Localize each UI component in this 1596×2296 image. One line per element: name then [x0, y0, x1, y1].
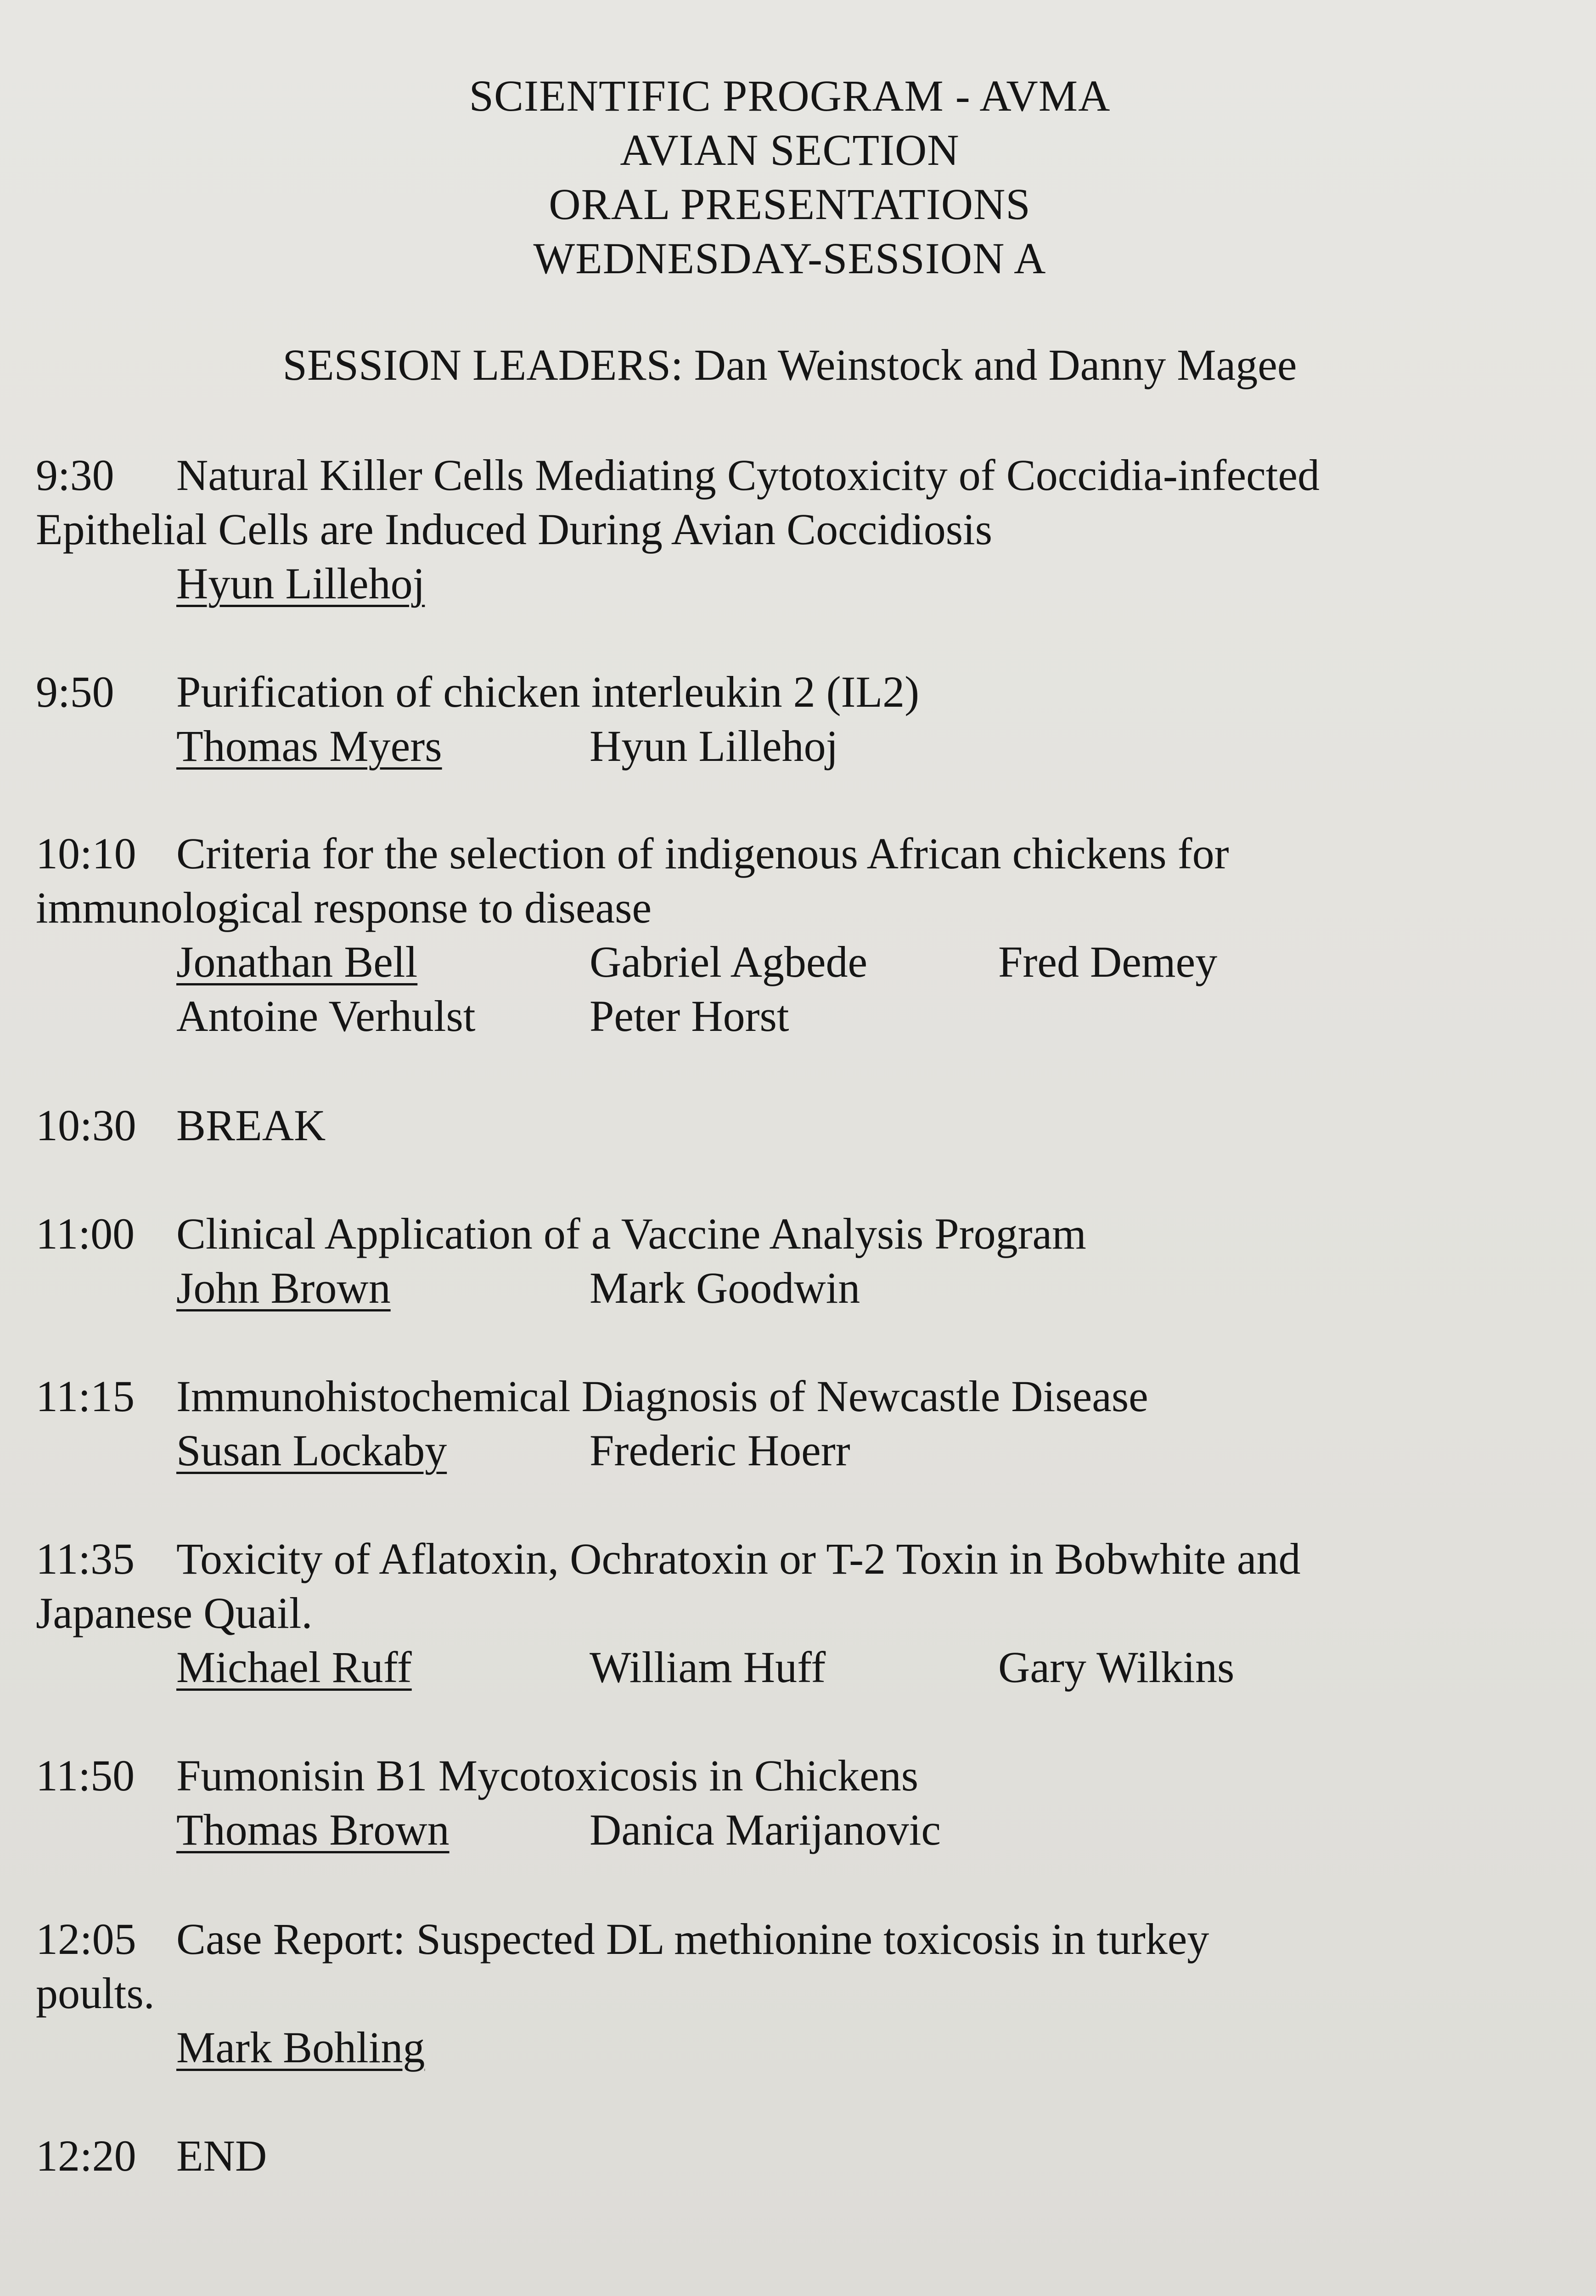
entry-title-line: 9:30 Natural Killer Cells Mediating Cytotoxicity of Coccidia-infected	[36, 448, 1551, 502]
header-line-4: WEDNESDAY-SESSION A	[533, 234, 1046, 283]
entry-title-line: Japanese Quail.	[36, 1588, 313, 1638]
co-author: Peter Horst	[590, 991, 789, 1041]
presenting-author: Thomas Myers	[176, 721, 442, 771]
entry-time: 9:50	[36, 667, 114, 716]
entry-title-line: 12:05 Case Report: Suspected DL methionine toxicosis in turkey	[36, 1912, 1551, 1966]
co-author: Gabriel Agbede	[590, 937, 868, 986]
presenting-author: Michael Ruff	[176, 1643, 412, 1692]
entry-time: 11:35	[36, 1534, 135, 1583]
co-author: Hyun Lillehoj	[590, 721, 838, 771]
program-header	[0, 69, 1579, 286]
program-entry	[36, 665, 1551, 773]
program-entry-end	[36, 2129, 1551, 2183]
entry-time: 11:00	[36, 1209, 135, 1258]
entry-title-line: Epithelial Cells are Induced During Avian Coccidiosis	[36, 505, 993, 554]
entry-authors	[36, 719, 1551, 773]
presenting-author: Mark Bohling	[176, 2023, 425, 2072]
co-author: Danica Marijanovic	[590, 1805, 941, 1854]
presenting-author: Hyun Lillehoj	[176, 559, 425, 608]
entry-title-line: immunological response to disease	[36, 883, 652, 932]
entry-title-line: 11:15 Immunohistochemical Diagnosis of Newcastle Disease	[36, 1369, 1551, 1424]
entry-authors	[36, 1261, 1551, 1315]
entry-title-line: poults.	[36, 1969, 155, 2018]
entry-time: 11:15	[36, 1372, 135, 1421]
entry-authors	[36, 1640, 1551, 1694]
co-author: Fred Demey	[998, 937, 1218, 986]
entry-authors	[36, 557, 1551, 611]
program-entry	[36, 827, 1551, 1043]
entry-authors	[36, 1424, 1551, 1478]
entry-time: 9:30	[36, 450, 114, 500]
entry-title-line: 11:35 Toxicity of Aflatoxin, Ochratoxin or T-2 Toxin in Bobwhite and	[36, 1532, 1551, 1586]
header-line-3: ORAL PRESENTATIONS	[549, 180, 1031, 229]
entry-title-line: 12:20 END	[36, 2129, 1551, 2183]
program-entry-break	[36, 1098, 1551, 1153]
entry-title-line: 10:10 Criteria for the selection of indigenous African chickens for	[36, 827, 1551, 881]
entry-title-line: 9:50 Purification of chicken interleukin 2 (IL2)	[36, 665, 1551, 719]
entry-authors	[36, 989, 1551, 1043]
presenting-author: John Brown	[176, 1263, 391, 1312]
program-entry	[36, 1369, 1551, 1478]
header-line-2: AVIAN SECTION	[620, 125, 960, 174]
co-author: Frederic Hoerr	[590, 1426, 850, 1475]
entry-title-line: 11:50 Fumonisin B1 Mycotoxicosis in Chickens	[36, 1749, 1551, 1803]
header-line-1: SCIENTIFIC PROGRAM - AVMA	[469, 71, 1111, 120]
entry-time: 12:05	[36, 1914, 136, 1964]
co-author: Mark Goodwin	[590, 1263, 860, 1312]
co-author: Gary Wilkins	[998, 1643, 1235, 1692]
entry-time: 11:50	[36, 1751, 135, 1800]
presenting-author: Susan Lockaby	[176, 1426, 447, 1475]
entry-authors	[36, 935, 1551, 989]
entry-authors	[36, 1803, 1551, 1857]
program-entry	[36, 1532, 1551, 1694]
session-leaders: SESSION LEADERS: Dan Weinstock and Danny Magee	[282, 340, 1297, 389]
presenting-author: Jonathan Bell	[176, 937, 418, 986]
entry-authors	[36, 2020, 1551, 2075]
entry-time: 12:20	[36, 2131, 136, 2180]
program-entry	[36, 1749, 1551, 1857]
entry-time: 10:30	[36, 1101, 136, 1150]
co-author: William Huff	[590, 1643, 826, 1692]
program-entry	[36, 1207, 1551, 1315]
program-entry	[36, 1912, 1551, 2075]
entry-title-line: 10:30 BREAK	[36, 1098, 1551, 1153]
presenting-author: Thomas Brown	[176, 1805, 450, 1854]
co-author: Antoine Verhulst	[176, 991, 476, 1041]
entry-title-line: 11:00 Clinical Application of a Vaccine Analysis Program	[36, 1207, 1551, 1261]
entry-time: 10:10	[36, 829, 136, 878]
program-entry	[36, 448, 1551, 611]
